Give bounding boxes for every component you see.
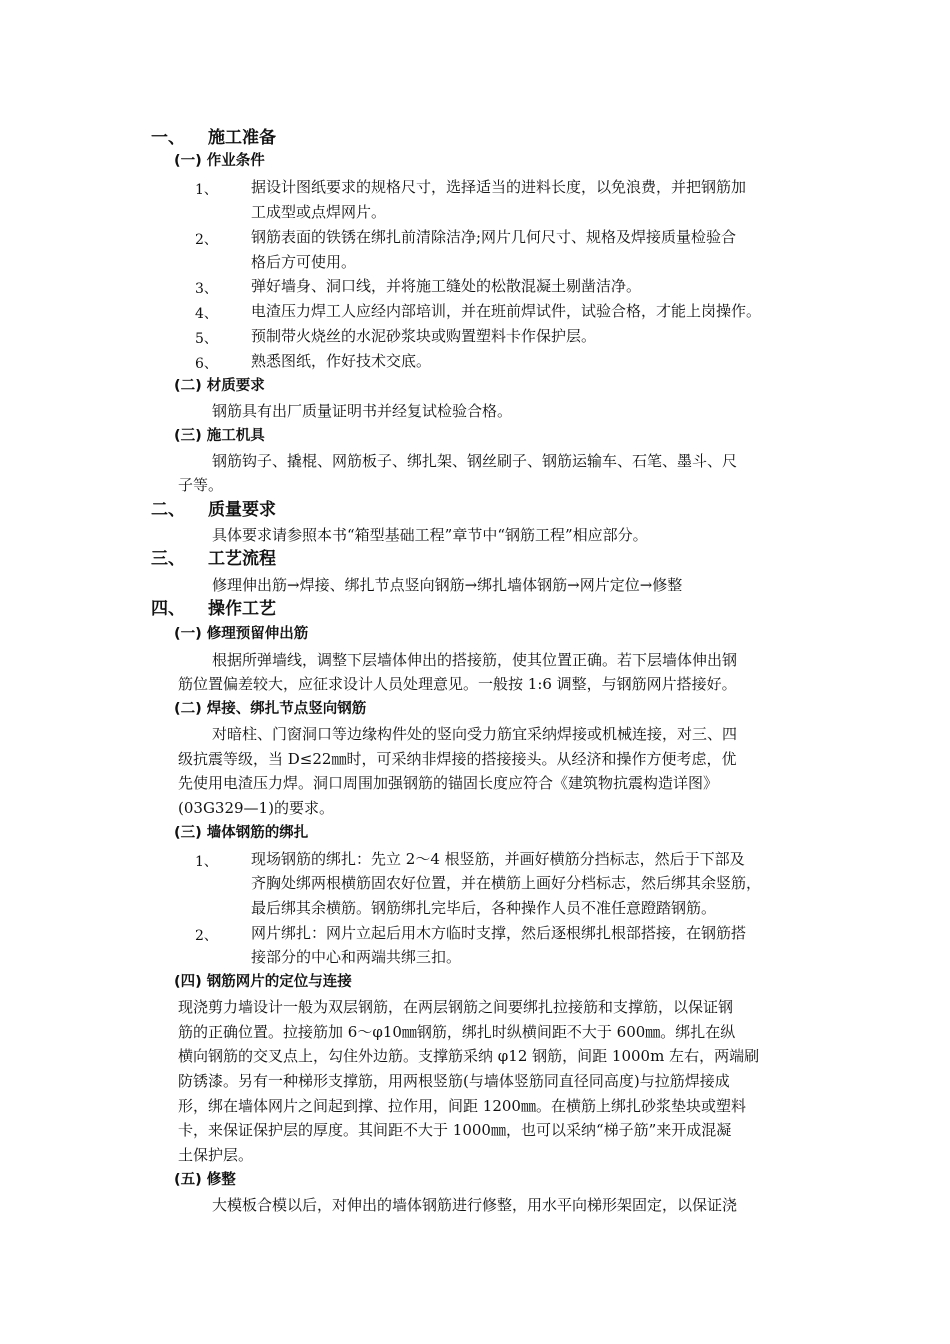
paragraph-line: 据设计图纸要求的规格尺寸，选择适当的进料长度，以免浪费，并把钢筋加: [251, 178, 747, 196]
paragraph-line: 电渣压力焊工人应经内部培训，并在班前焊试件，试验合格，才能上岗操作。: [251, 302, 762, 320]
list-number: 1、: [195, 854, 218, 870]
paragraph-line: 钢筋钩子、撬棍、网筋板子、绑扎架、钢丝刷子、钢筋运输车、石笔、墨斗、尺: [212, 452, 738, 470]
subsection-title: (一) 作业条件: [174, 153, 265, 169]
list-number: 5、: [195, 331, 218, 347]
paragraph-line: 大模板合模以后，对伸出的墙体钢筋进行修整，用水平向梯形架固定，以保证浇: [212, 1196, 738, 1214]
paragraph-line: 筋的正确位置。拉接筋加 6～φ10㎜钢筋，绑扎时纵横间距不大于 600㎜。绑扎在纵: [178, 1023, 736, 1041]
paragraph-line: 子等。: [178, 476, 224, 494]
section-title: 操作工艺: [208, 599, 276, 619]
subsection-title: (五) 修整: [174, 1172, 236, 1188]
paragraph-line: 卡，来保证保护层的厚度。其间距不大于 1000㎜，也可以采纳“梯子筋”来开成混凝: [178, 1121, 732, 1139]
paragraph-line: 格后方可使用。: [251, 253, 357, 271]
paragraph-line: 现浇剪力墙设计一般为双层钢筋，在两层钢筋之间要绑扎拉接筋和支撑筋，以保证钢: [178, 998, 734, 1016]
subsection-title: (一) 修理预留伸出筋: [174, 626, 309, 642]
paragraph-line: 接部分的中心和两端共绑三扣。: [251, 948, 462, 966]
section-number: 二、: [151, 500, 185, 520]
paragraph-line: 对暗柱、门窗洞口等边缘构件处的竖向受力筋宜采纳焊接或机械连接，对三、四: [212, 725, 738, 743]
paragraph-line: 网片绑扎：网片立起后用木方临时支撑，然后逐根绑扎根部搭接，在钢筋搭: [251, 924, 747, 942]
section-title: 质量要求: [208, 500, 276, 520]
paragraph-line: 土保护层。: [178, 1146, 254, 1164]
section-number: 三、: [151, 549, 185, 569]
paragraph-line: 齐胸处绑两根横筋固农好位置，并在横筋上画好分档标志，然后绑其余竖筋，: [251, 874, 762, 892]
paragraph-line: 防锈漆。另有一种梯形支撑筋，用两根竖筋(与墙体竖筋同直径同高度)与拉筋焊接成: [178, 1072, 730, 1090]
subsection-title: (三) 施工机具: [174, 428, 265, 444]
list-number: 1、: [195, 182, 218, 198]
paragraph-line: 最后绑其余横筋。钢筋绑扎完毕后，各种操作人员不准任意蹬踏钢筋。: [251, 899, 717, 917]
paragraph-line: 具体要求请参照本书“箱型基础工程”章节中“钢筋工程”相应部分。: [212, 526, 648, 544]
paragraph-line: 预制带火烧丝的水泥砂浆块或购置塑料卡作保护层。: [251, 327, 597, 345]
section-title: 工艺流程: [208, 549, 276, 569]
subsection-title: (三) 墙体钢筋的绑扎: [174, 825, 309, 841]
subsection-title: (二) 材质要求: [174, 378, 265, 394]
paragraph-line: 修理伸出筋→焊接、绑扎节点竖向钢筋→绑扎墙体钢筋→网片定位→修整: [212, 576, 683, 594]
paragraph-line: 工成型或点焊网片。: [251, 203, 387, 221]
section-title: 施工准备: [208, 128, 276, 148]
list-number: 3、: [195, 281, 218, 297]
paragraph-line: 横向钢筋的交叉点上，勾住外边筋。支撑筋采纳 φ12 钢筋，间距 1000m 左右，两端刷: [178, 1047, 760, 1065]
section-number: 四、: [151, 599, 185, 619]
paragraph-line: 筋位置偏差较大，应征求设计人员处理意见。一般按 1:6 调整，与钢筋网片搭接好。: [178, 675, 737, 693]
subsection-title: (四) 钢筋网片的定位与连接: [174, 974, 352, 990]
list-number: 2、: [195, 928, 218, 944]
paragraph-line: 级抗震等级，当 D≤22㎜时，可采纳非焊接的搭接接头。从经济和操作方便考虑，优: [178, 750, 737, 768]
paragraph-line: 熟悉图纸，作好技术交底。: [251, 352, 432, 370]
paragraph-line: 先使用电渣压力焊。洞口周围加强钢筋的锚固长度应符合《建筑物抗震构造详图》: [178, 774, 719, 792]
paragraph-line: 根据所弹墙线，调整下层墙体伸出的搭接筋，使其位置正确。若下层墙体伸出钢: [212, 651, 738, 669]
paragraph-line: 现场钢筋的绑扎：先立 2～4 根竖筋，并画好横筋分挡标志，然后于下部及: [251, 850, 745, 868]
paragraph-line: 弹好墙身、洞口线，并将施工缝处的松散混凝土剔凿洁净。: [251, 277, 642, 295]
list-number: 6、: [195, 356, 218, 372]
paragraph-line: (03G329—1)的要求。: [178, 799, 334, 817]
paragraph-line: 形，绑在墙体网片之间起到撑、拉作用，间距 1200㎜。在横筋上绑扎砂浆垫块或塑料: [178, 1097, 746, 1115]
subsection-title: (二) 焊接、绑扎节点竖向钢筋: [174, 701, 367, 717]
list-number: 4、: [195, 306, 218, 322]
paragraph-line: 钢筋表面的铁锈在绑扎前清除洁净;网片几何尺寸、规格及焊接质量检验合: [251, 228, 737, 246]
section-number: 一、: [151, 128, 185, 148]
list-number: 2、: [195, 232, 218, 248]
paragraph-line: 钢筋具有出厂质量证明书并经复试检验合格。: [212, 402, 513, 420]
